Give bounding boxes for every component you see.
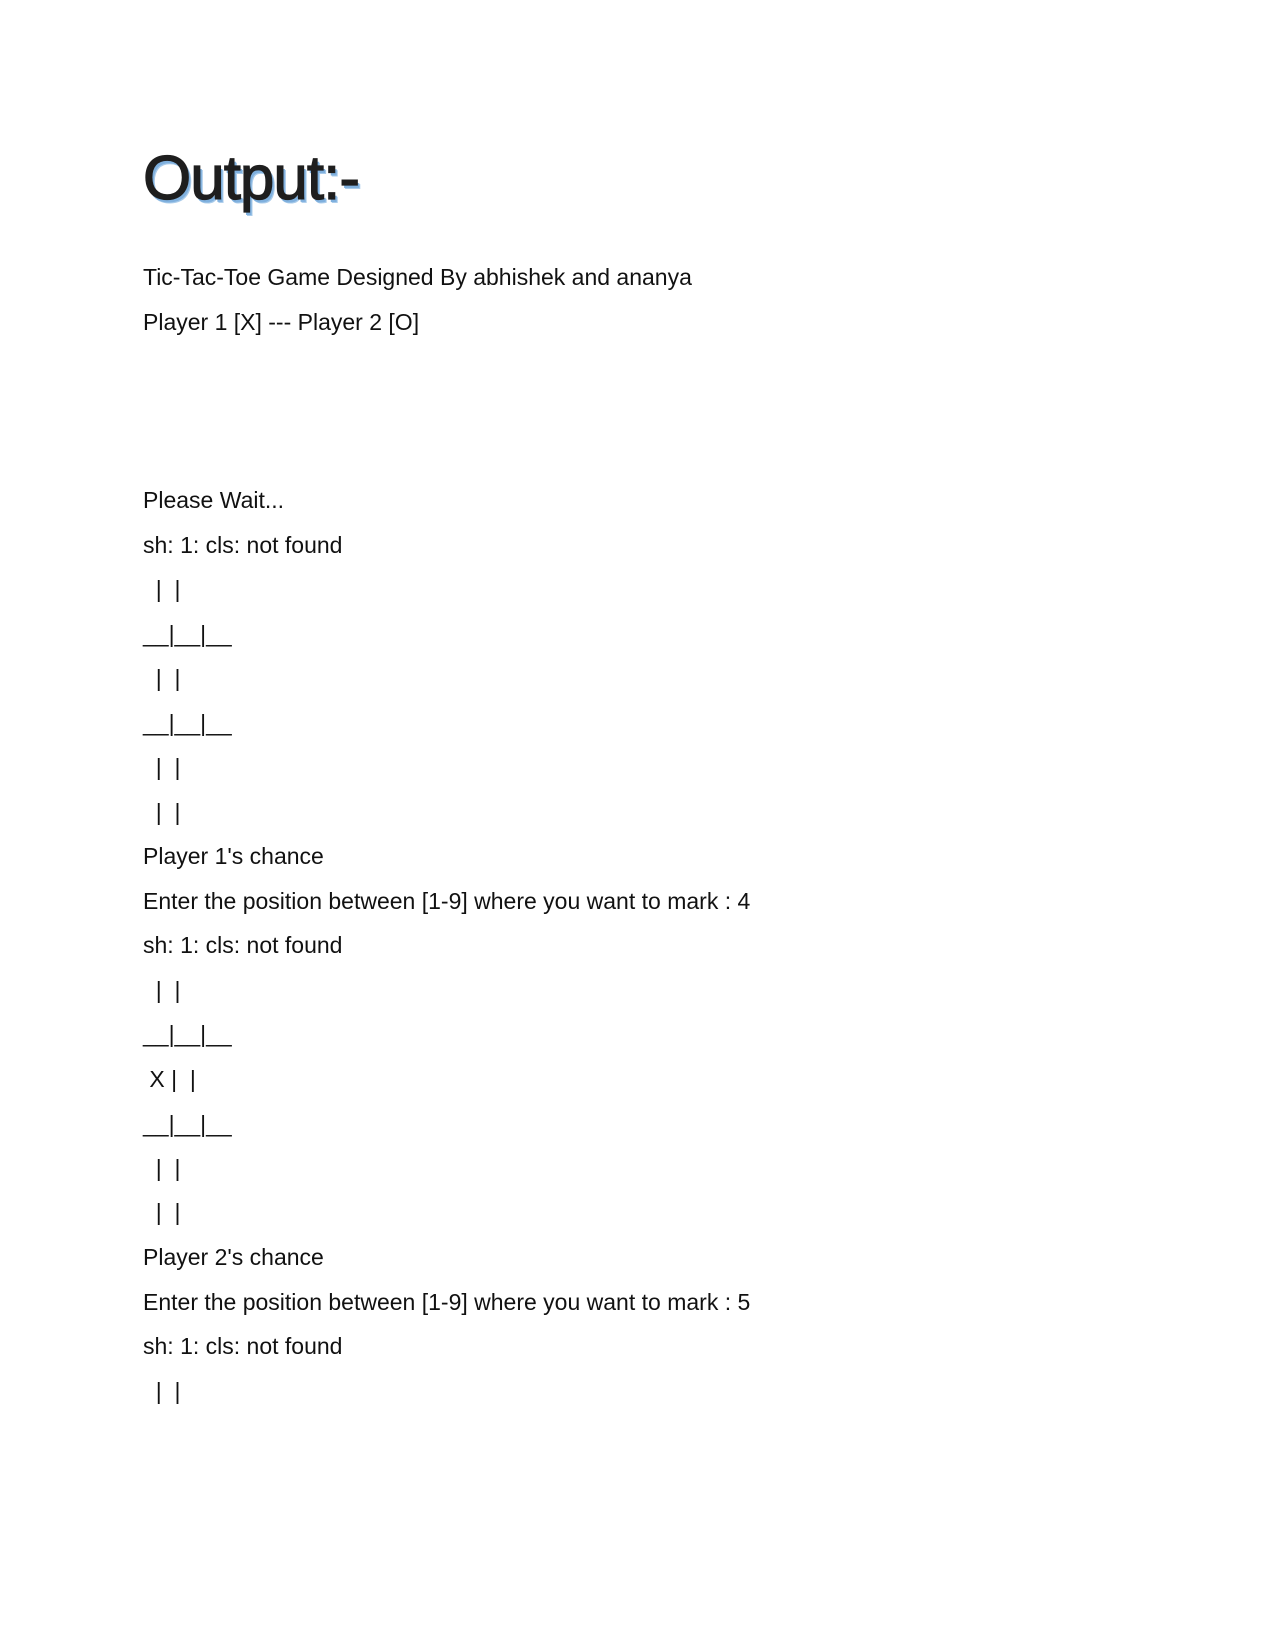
board-row-line: | | — [143, 977, 181, 1003]
board-row-line: | | — [143, 754, 181, 780]
players-line: Player 1 [X] --- Player 2 [O] — [143, 309, 420, 335]
board-separator-line: __|__|__ — [143, 710, 232, 736]
board-separator-line: __|__|__ — [143, 1021, 232, 1047]
board-row-line: | | — [143, 576, 181, 602]
board-row-line: | | — [143, 799, 181, 825]
shell-error-line: sh: 1: cls: not found — [143, 532, 343, 558]
turn-line: Player 2's chance — [143, 1244, 324, 1270]
input-prompt-line: Enter the position between [1-9] where you want to mark : 5 — [143, 1289, 751, 1315]
board-row-line: | | — [143, 665, 181, 691]
board-row-line: | | — [143, 1378, 181, 1404]
shell-error-line: sh: 1: cls: not found — [143, 1333, 343, 1359]
turn-line: Player 1's chance — [143, 843, 324, 869]
board-separator-line: __|__|__ — [143, 621, 232, 647]
board-row-line: X | | — [143, 1066, 196, 1092]
please-wait-line: Please Wait... — [143, 487, 285, 513]
shell-error-line: sh: 1: cls: not found — [143, 932, 343, 958]
board-separator-line: __|__|__ — [143, 1111, 232, 1137]
input-prompt-line: Enter the position between [1-9] where you want to mark : 4 — [143, 888, 751, 914]
board-row-line: | | — [143, 1199, 181, 1225]
game-title-line: Tic-Tac-Toe Game Designed By abhishek and ananya — [143, 264, 692, 290]
page-heading: Output:- — [143, 144, 359, 213]
board-row-line: | | — [143, 1155, 181, 1181]
